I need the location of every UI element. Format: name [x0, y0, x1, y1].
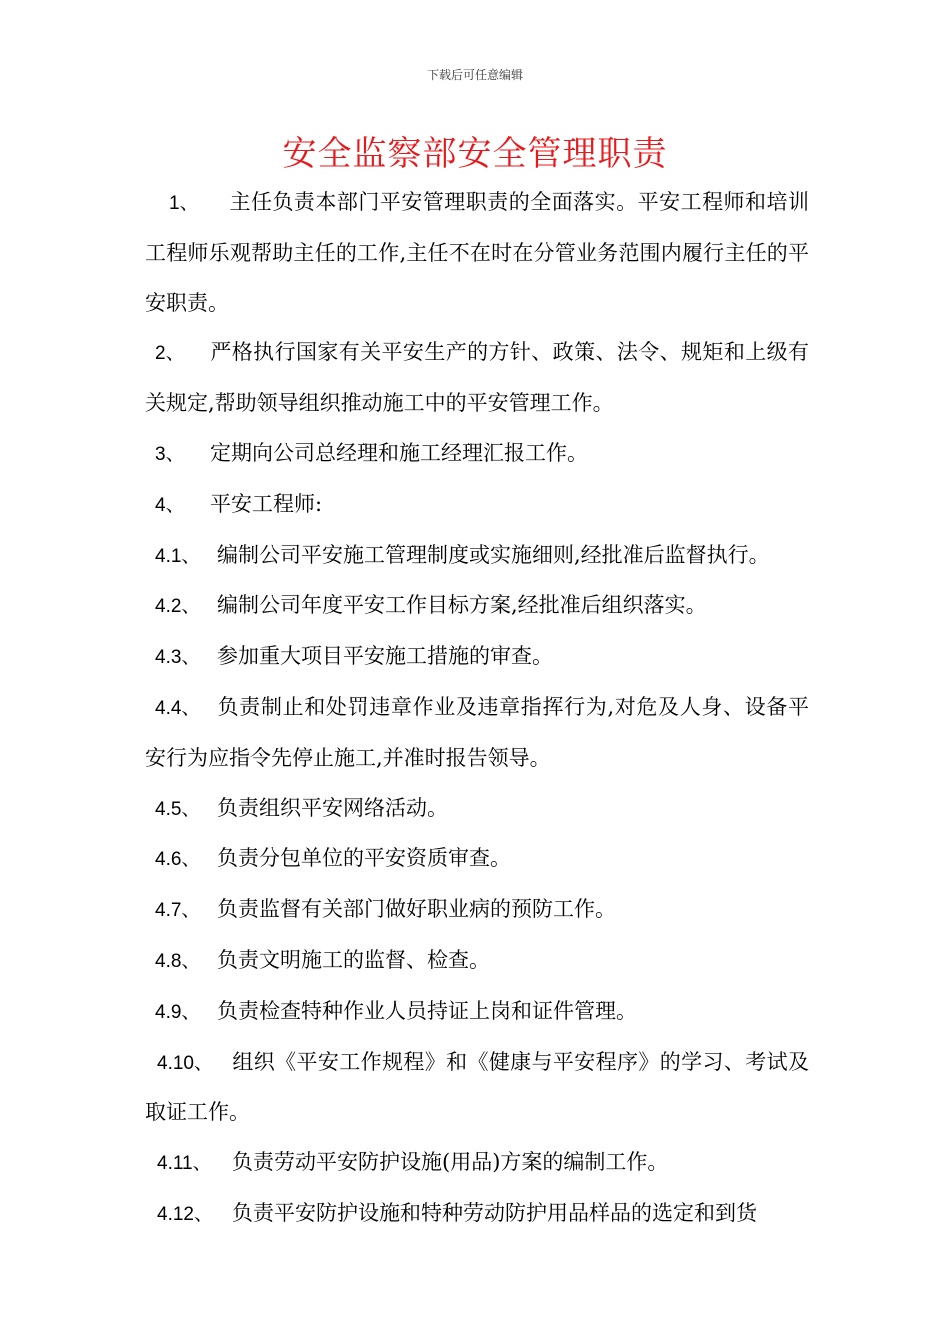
paragraph-text: 参加重大项目平安施工措施的审查。 [217, 644, 553, 669]
paragraph-number: 4.6、 [155, 849, 201, 871]
paragraph-number: 4.10、 [157, 1052, 213, 1074]
paragraph-number: 4.4、 [155, 697, 201, 719]
paragraph-4-7 [145, 885, 809, 936]
paragraph-4-9 [145, 987, 809, 1038]
paragraph-text: 编制公司平安施工管理制度或实施细则,经批准后监督执行。 [217, 542, 770, 567]
paragraph-2 [145, 328, 809, 429]
paragraph-number: 4.7、 [155, 900, 201, 922]
paragraph-3 [145, 429, 809, 480]
paragraph-number: 4.11、 [157, 1153, 212, 1175]
paragraph-text: 负责分包单位的平安资质审查。 [217, 846, 511, 871]
paragraph-number: 4.9、 [155, 1001, 201, 1023]
paragraph-text: 严格执行国家有关平安生产的方针、政策、法令、规矩和上级有关规定,帮助领导组织推动施工中的平安管理工作。 [145, 340, 809, 416]
paragraph-number: 1、 [169, 193, 199, 214]
paragraph-number: 3、 [155, 443, 185, 465]
paragraph-text: 平安工程师: [210, 491, 323, 516]
paragraph-number: 4.5、 [155, 798, 201, 820]
paragraph-4-11 [145, 1138, 809, 1189]
paragraph-number: 4.1、 [155, 545, 201, 567]
paragraph-text: 定期向公司总经理和施工经理汇报工作。 [210, 440, 588, 465]
paragraph-4-10 [145, 1038, 809, 1139]
paragraph-number: 4、 [155, 494, 185, 516]
document-title: 安全监察部安全管理职责 [282, 134, 668, 174]
paragraph-4-6 [145, 834, 809, 885]
paragraph-4-1 [145, 531, 809, 582]
paragraph-4-8 [145, 936, 809, 987]
paragraph-4-12 [145, 1189, 809, 1240]
paragraph-4 [145, 480, 809, 531]
header-note: 下载后可任意编辑 [426, 68, 523, 82]
paragraph-text: 编制公司年度平安工作目标方案,经批准后组织落实。 [217, 593, 707, 618]
paragraph-text: 负责制止和处罚违章作业及违章指挥行为,对危及人身、设备平安行为应指令先停止施工,并准时报告领导。 [145, 694, 809, 770]
paragraph-4-5 [145, 784, 809, 835]
paragraph-1 [145, 178, 809, 328]
paragraph-number: 4.2、 [155, 596, 201, 618]
document-body [145, 178, 809, 1240]
paragraph-text: 主任负责本部门平安管理职责的全面落实。平安工程师和培训工程师乐观帮助主任的工作,主任不在时在分管业务范围内履行主任的平安职责。 [145, 190, 809, 315]
paragraph-text: 负责检查特种作业人员持证上岗和证件管理。 [217, 998, 637, 1023]
paragraph-4-2 [145, 581, 809, 632]
paragraph-text: 负责文明施工的监督、检查。 [217, 947, 490, 972]
paragraph-number: 4.8、 [155, 950, 201, 972]
paragraph-text: 负责平安防护设施和特种劳动防护用品样品的选定和到货 [232, 1200, 757, 1225]
paragraph-4-4 [145, 683, 809, 784]
paragraph-text: 负责组织平安网络活动。 [217, 795, 448, 820]
paragraph-4-3 [145, 632, 809, 683]
paragraph-text: 负责劳动平安防护设施(用品)方案的编制工作。 [232, 1150, 669, 1175]
paragraph-text: 组织《平安工作规程》和《健康与平安程序》的学习、考试及取证工作。 [145, 1049, 809, 1125]
paragraph-number: 4.12、 [157, 1203, 213, 1225]
paragraph-number: 2、 [155, 343, 185, 365]
paragraph-number: 4.3、 [155, 647, 201, 669]
paragraph-text: 负责监督有关部门做好职业病的预防工作。 [217, 897, 616, 922]
